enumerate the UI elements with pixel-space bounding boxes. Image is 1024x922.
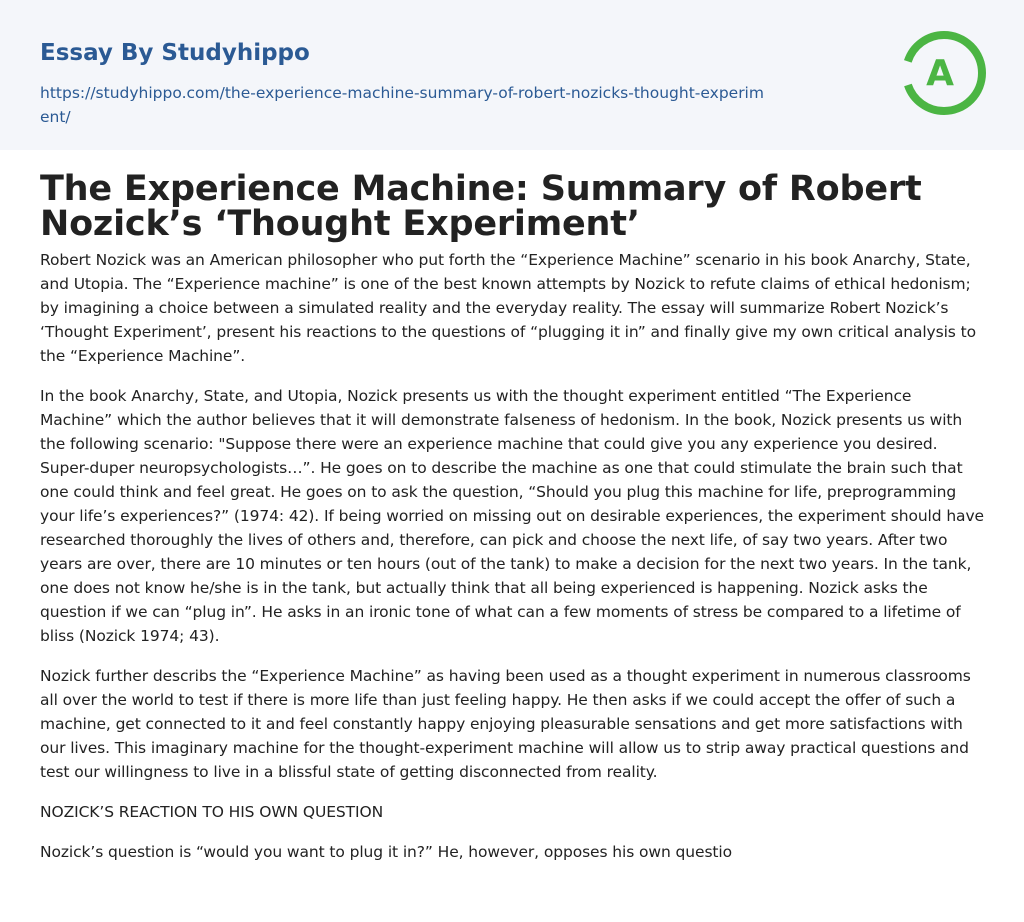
essay-url-link[interactable]: https://studyhippo.com/the-experience-machine-summary-of-robert-nozicks-thought-experiment/ xyxy=(40,84,764,126)
article xyxy=(0,169,1024,864)
studyhippo-a-logo-icon[interactable] xyxy=(897,28,987,118)
paragraph-intro: Robert Nozick was an American philosopher who put forth the “Experience Machine” scenario in his book Anarchy, State, and Utopia. The “Experience machine” is one of the best known attempts by Nozick to refute claims of ethical hedonism; by imagining a choice between a simulated reality and the everyday reality. The essay will summarize Robert Nozick’s ‘Thought Experiment’, present his reactions to the questions of “plugging it in” and finally give my own critical analysis to the “Experience Machine”. xyxy=(40,251,976,365)
logo-letter: A xyxy=(926,53,954,94)
paragraph-scenario: In the book Anarchy, State, and Utopia, Nozick presents us with the thought experiment entitled “The Experience Machine” which the author believes that it will demonstrate falseness of hedonism. In the book, Nozick presents us with the following scenario: "Suppose there were an experience machine that could give you any experience you desired. Super-duper neuropsychologists…”. He goes on to describe the machine as one that could stimulate the brain such that one could think and feel great. He goes on to ask the question, “Should you plug this machine for life, preprogramming your life’s experiences?” (1974: 42). If being worried on missing out on desirable experiences, the experiment should have researched thoroughly the lives of others and, therefore, can pick and choose the next life, of say two years. After two years are over, there are 10 minutes or ten hours (out of the tank) to make a decision for the next two years. In the tank, one does not know he/she is in the tank, but actually think that all being experienced is happening. Nozick asks the question if we can “plug in”. He asks in an ironic tone of what can a few moments of stress be compared to a lifetime of bliss (Nozick 1974; 43). xyxy=(40,387,984,645)
brand-title[interactable]: Essay By Studyhippo xyxy=(40,40,310,66)
site-header xyxy=(0,0,1024,150)
paragraph-description: Nozick further describs the “Experience Machine” as having been used as a thought experiment in numerous classrooms all over the world to test if there is more life than just feeling happy. He then asks if we could accept the offer of such a machine, get connected to it and feel constantly happy enjoying pleasurable sensations and get more satisfactions with our lives. This imaginary machine for the thought-experiment machine will allow us to strip away practical questions and test our willingness to live in a blissful state of getting disconnected from reality. xyxy=(40,667,971,781)
section-heading: NOZICK’S REACTION TO HIS OWN QUESTION xyxy=(40,803,384,821)
article-title: The Experience Machine: Summary of Robert Nozick’s ‘Thought Experiment’ xyxy=(40,169,922,244)
article-body xyxy=(40,248,984,864)
paragraph-reaction: Nozick’s question is “would you want to plug it in?” He, however, opposes his own questio xyxy=(40,843,732,861)
